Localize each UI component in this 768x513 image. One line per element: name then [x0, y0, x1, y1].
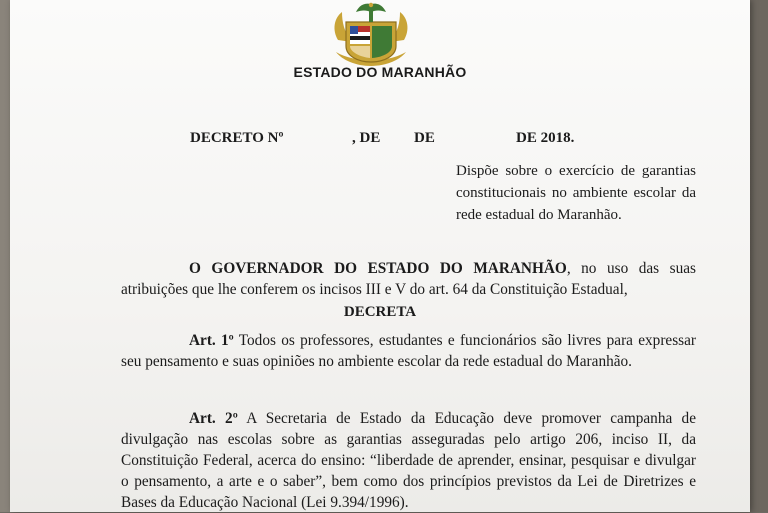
governor-heading: O GOVERNADOR DO ESTADO DO MARANHÃO: [189, 260, 567, 277]
decree-summary: Dispõe sobre o exercício de garantias constitucionais no ambiente escolar da rede estadual do Maranhão.: [456, 163, 696, 223]
preamble-paragraph: [121, 258, 696, 300]
decree-number-label: DECRETO Nº: [190, 130, 284, 146]
document-page: [10, 0, 750, 512]
article-1-paragraph: [121, 330, 696, 372]
state-coat-of-arms-icon: [328, 0, 414, 68]
article-2-paragraph: [121, 408, 696, 513]
article-1-label: Art. 1º: [189, 332, 234, 349]
decree-year: DE 2018.: [516, 130, 575, 146]
decreta-heading: DECRETA: [343, 304, 417, 320]
state-name-heading: ESTADO DO MARANHÃO: [293, 64, 467, 80]
decree-de-1: , DE: [352, 130, 381, 146]
article-2-text: A Secretaria de Estado da Educação deve promover campanha de divulgação nas escolas sobre as garantias asseguradas pelo artigo 206, inciso II, da Constituição Federal, acerca do ensino: “liberdade de aprender, ensinar, pesquisar e divulgar o pensamento, a arte e o saber”, bem como dos princípios previstos da Lei de Diretrizes e Bases da Educação Nacional (Lei 9.394/1996).: [121, 410, 696, 511]
article-2-label: Art. 2º: [189, 410, 238, 427]
preamble-text: , no uso das suas atribuições que lhe conferem os incisos III e V do art. 64 da Constituição Estadual,: [121, 260, 696, 298]
decree-de-2: DE: [414, 130, 435, 146]
article-1-text: Todos os professores, estudantes e funcionários são livres para expressar seu pensamento e suas opiniões no ambiente escolar da rede estadual do Maranhão.: [121, 332, 696, 370]
